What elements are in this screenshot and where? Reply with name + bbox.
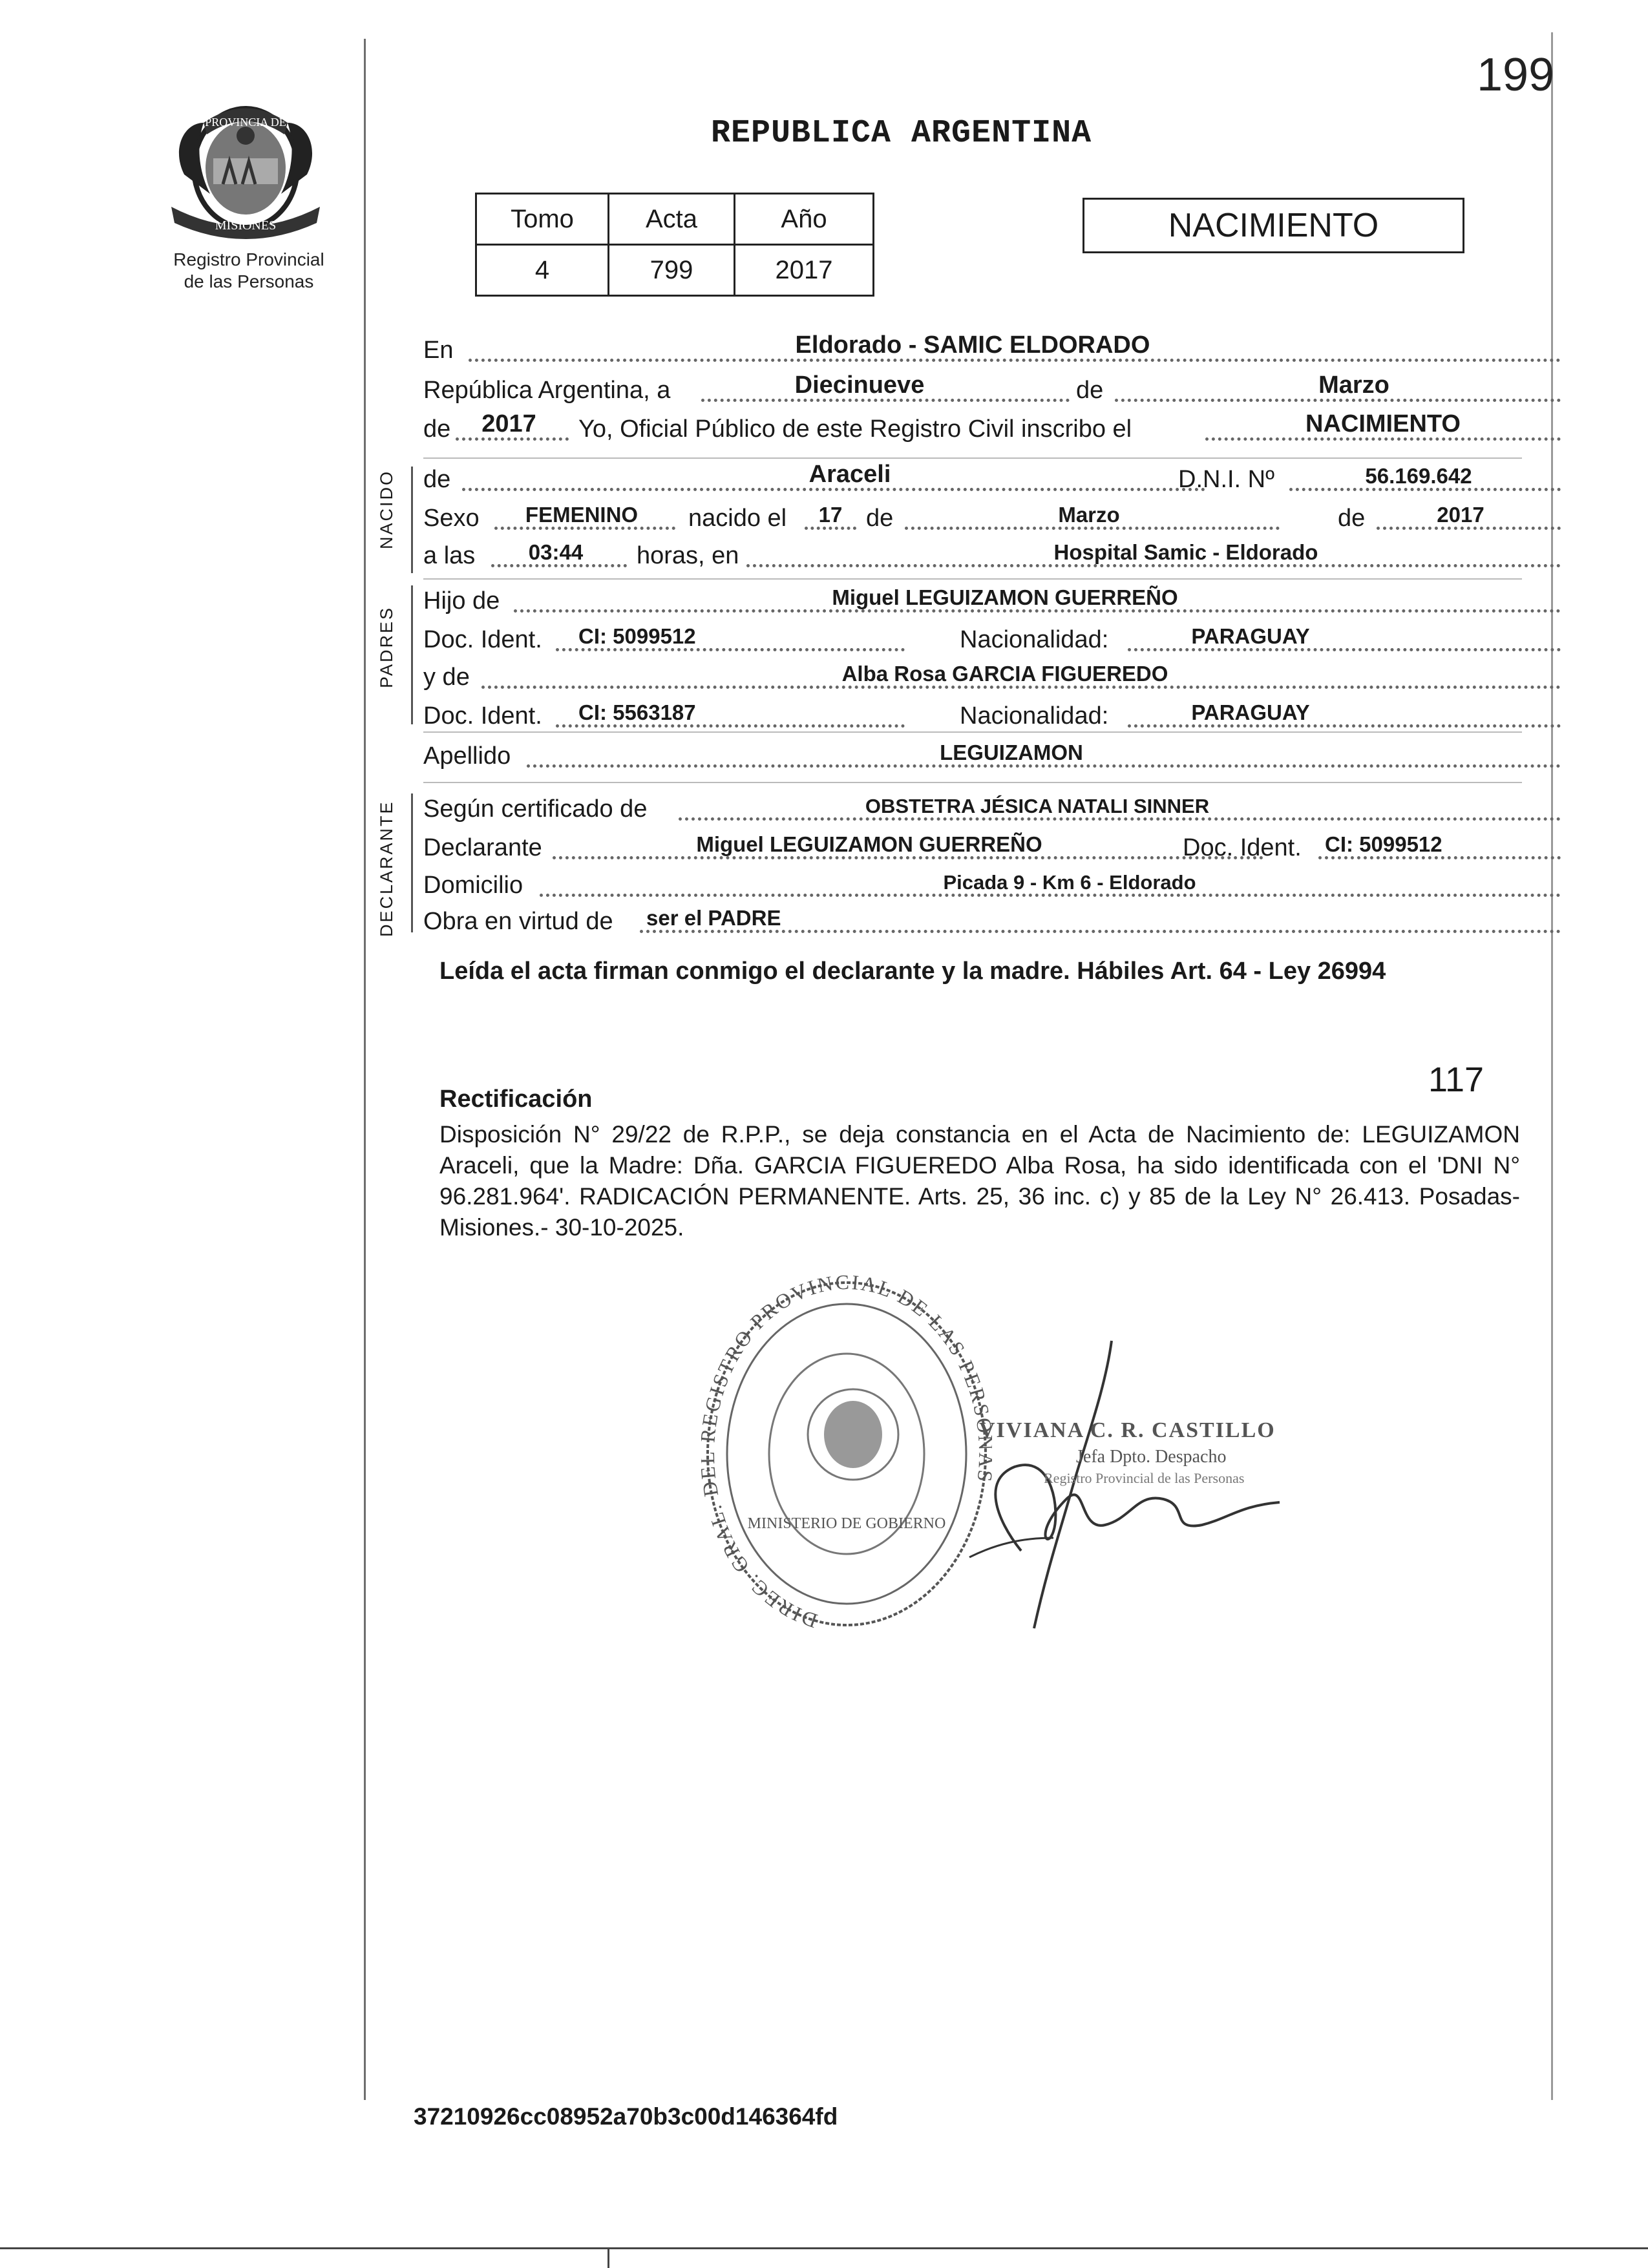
row-oficial bbox=[423, 410, 1522, 447]
row-domicilio bbox=[423, 866, 1522, 903]
record-value-tomo: 4 bbox=[476, 245, 609, 296]
value-padre-nac: PARAGUAY bbox=[1191, 624, 1310, 648]
label-en: En bbox=[423, 337, 454, 364]
label-padre-nac: Nacionalidad: bbox=[960, 626, 1109, 653]
value-nac-dia: 17 bbox=[818, 503, 843, 527]
value-domicilio: Picada 9 - Km 6 - Eldorado bbox=[943, 871, 1196, 894]
label-hijo-de: Hijo de bbox=[423, 587, 500, 614]
separator-3 bbox=[423, 731, 1522, 733]
value-lugar: Eldorado - SAMIC ELDORADO bbox=[795, 331, 1150, 359]
value-padre: Miguel LEGUIZAMON GUERREÑO bbox=[832, 585, 1178, 609]
registry-label bbox=[155, 249, 343, 293]
label-madre-nac: Nacionalidad: bbox=[960, 702, 1109, 730]
closing-statement: Leída el acta firman conmigo el declarante y la madre. Hábiles Art. 64 - Ley 26994 bbox=[439, 958, 1386, 985]
label-apellido: Apellido bbox=[423, 742, 511, 770]
value-apellido: LEGUIZAMON bbox=[940, 740, 1083, 764]
label-y-de: y de bbox=[423, 664, 470, 691]
record-header-anio: Año bbox=[735, 194, 874, 245]
row-nombre bbox=[423, 460, 1522, 498]
registry-line-2: de las Personas bbox=[184, 271, 314, 291]
row-republica bbox=[423, 371, 1522, 408]
emblem-bottom-text: MISIONES bbox=[215, 218, 277, 233]
record-value-anio: 2017 bbox=[735, 245, 874, 296]
label-domicilio: Domicilio bbox=[423, 872, 523, 899]
signer-name: VIVIANA C. R. CASTILLO bbox=[979, 1418, 1276, 1442]
declarante-bar bbox=[411, 793, 413, 932]
separator-4 bbox=[423, 782, 1522, 783]
row-hijo-de bbox=[423, 582, 1522, 619]
page-number: 199 bbox=[1477, 49, 1555, 101]
separator-2 bbox=[423, 578, 1522, 580]
province-emblem bbox=[158, 97, 333, 246]
row-sexo bbox=[423, 499, 1522, 536]
label-de-anio: de bbox=[423, 415, 451, 443]
value-certificado: OBSTETRA JÉSICA NATALI SINNER bbox=[865, 795, 1210, 817]
row-certificado bbox=[423, 790, 1522, 827]
label-de-nombre: de bbox=[423, 466, 451, 493]
label-virtud: Obra en virtud de bbox=[423, 908, 613, 935]
record-type-box: NACIMIENTO bbox=[1083, 198, 1464, 253]
document-title: REPUBLICA ARGENTINA bbox=[711, 115, 1092, 152]
separator-1 bbox=[423, 457, 1522, 459]
bottom-tick bbox=[607, 2247, 609, 2268]
value-anio: 2017 bbox=[481, 410, 536, 437]
value-dni: 56.169.642 bbox=[1365, 464, 1472, 488]
value-dia: Diecinueve bbox=[794, 372, 925, 399]
right-margin-line bbox=[1551, 32, 1553, 2100]
label-certificado: Según certificado de bbox=[423, 795, 648, 823]
bottom-edge-line bbox=[0, 2247, 1648, 2249]
value-nombre: Araceli bbox=[808, 461, 891, 488]
value-padre-doc: CI: 5099512 bbox=[578, 624, 696, 648]
label-de-nac-mes: de bbox=[866, 505, 894, 532]
value-madre-nac: PARAGUAY bbox=[1191, 700, 1310, 724]
record-header-acta: Acta bbox=[609, 194, 735, 245]
row-en bbox=[423, 331, 1522, 368]
record-table bbox=[475, 193, 874, 297]
value-hora: 03:44 bbox=[528, 540, 584, 564]
side-label-padres: PADRES bbox=[377, 605, 396, 688]
rectification-title: Rectificación bbox=[439, 1086, 593, 1113]
row-virtud bbox=[423, 902, 1522, 940]
document-hash: 37210926cc08952a70b3c00d146364fd bbox=[414, 2103, 838, 2130]
value-madre-doc: CI: 5563187 bbox=[578, 700, 696, 724]
signer-title: Jefa Dpto. Despacho bbox=[1076, 1447, 1227, 1467]
side-label-nacido: NACIDO bbox=[377, 469, 396, 549]
padres-bar bbox=[411, 585, 413, 724]
emblem-top-text: PROVINCIA DE bbox=[205, 116, 286, 129]
value-declarante-doc: CI: 5099512 bbox=[1325, 832, 1442, 856]
row-y-de bbox=[423, 658, 1522, 695]
value-lugar-nac: Hospital Samic - Eldorado bbox=[1053, 540, 1318, 564]
row-declarante bbox=[423, 828, 1522, 866]
row-hora bbox=[423, 536, 1522, 574]
signer-office: Registro Provincial de las Personas bbox=[1044, 1470, 1245, 1486]
stamp-inner-text: MINISTERIO DE GOBIERNO bbox=[747, 1515, 946, 1532]
label-sexo: Sexo bbox=[423, 505, 480, 532]
label-a-las: a las bbox=[423, 542, 476, 569]
value-nac-mes: Marzo bbox=[1058, 503, 1120, 527]
record-header-tomo: Tomo bbox=[476, 194, 609, 245]
signature bbox=[956, 1338, 1318, 1654]
label-dni: D.N.I. Nº bbox=[1178, 466, 1274, 493]
side-label-declarante: DECLARANTE bbox=[377, 800, 396, 937]
value-virtud: ser el PADRE bbox=[646, 906, 781, 930]
row-madre-doc bbox=[423, 697, 1522, 734]
record-value-acta: 799 bbox=[609, 245, 735, 296]
label-yo-oficial: Yo, Oficial Público de este Registro Civil inscribo el bbox=[578, 415, 1132, 443]
value-nac-anio: 2017 bbox=[1437, 503, 1484, 527]
label-declarante-doc: Doc. Ident. bbox=[1183, 834, 1302, 861]
label-padre-doc: Doc. Ident. bbox=[423, 626, 542, 653]
signer-block bbox=[979, 1418, 1302, 1487]
official-stamp bbox=[701, 1270, 992, 1632]
value-declarante: Miguel LEGUIZAMON GUERREÑO bbox=[696, 832, 1042, 856]
value-sexo: FEMENINO bbox=[525, 503, 639, 527]
value-madre: Alba Rosa GARCIA FIGUEREDO bbox=[841, 662, 1168, 686]
rectification-text: Disposición N° 29/22 de R.P.P., se deja constancia en el Acta de Nacimiento de: LEGUIZAMON Araceli, que la Madre: Dña. GARCIA FIGUEREDO Alba Rosa, ha sido identificada con el 'DNI N° 96.281.964'. RADICACIÓN PERMANENTE. Arts. 25, 36 inc. c) y 85 de la Ley N° 26.413. Posadas- Misiones.- 30-10-2025. bbox=[439, 1121, 1520, 1241]
value-mes: Marzo bbox=[1318, 372, 1389, 399]
label-de-mes: de bbox=[1076, 377, 1104, 404]
label-nacido-el: nacido el bbox=[688, 505, 787, 532]
record-table-values bbox=[476, 245, 874, 296]
record-table-header bbox=[476, 194, 874, 245]
label-de-nac-anio: de bbox=[1338, 505, 1366, 532]
rectification-number: 117 bbox=[1428, 1060, 1484, 1099]
label-madre-doc: Doc. Ident. bbox=[423, 702, 542, 730]
stamp-outer-text: DIREC. GRAL. GISTRO PROVINCIAL DE LAS PERS bbox=[701, 1270, 992, 1632]
label-horas-en: horas, en bbox=[637, 542, 739, 569]
label-declarante: Declarante bbox=[423, 834, 542, 861]
nacido-bar bbox=[411, 467, 413, 573]
label-republica: República Argentina, a bbox=[423, 377, 671, 404]
row-padre-doc bbox=[423, 620, 1522, 658]
row-apellido bbox=[423, 737, 1522, 774]
left-margin-line bbox=[364, 39, 366, 2100]
registry-line-1: Registro Provincial bbox=[173, 249, 324, 269]
value-tipo: NACIMIENTO bbox=[1305, 410, 1461, 437]
